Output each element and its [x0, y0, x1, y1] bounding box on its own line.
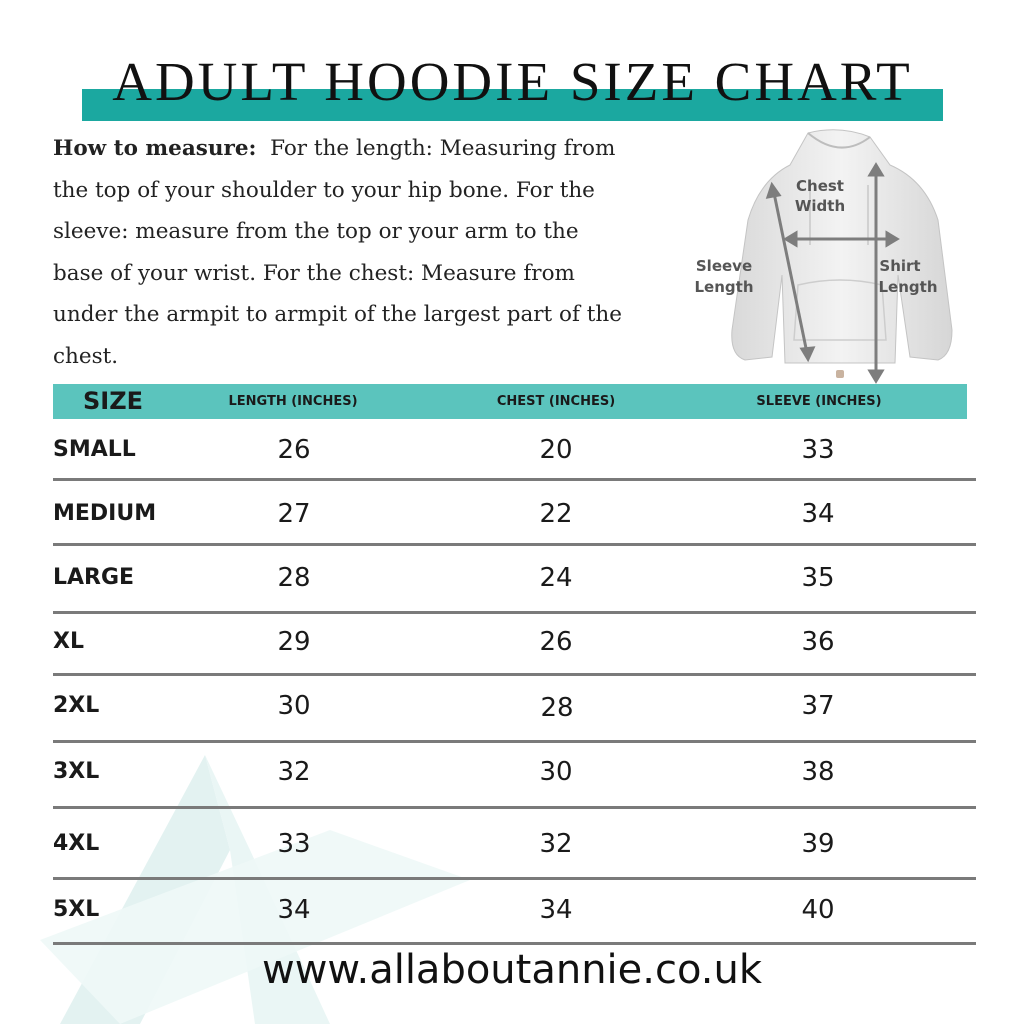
sleeve-cell: 34 — [801, 499, 835, 529]
hoodie-measurement-diagram — [690, 125, 960, 387]
length-cell: 33 — [277, 829, 311, 859]
length-cell: 29 — [277, 627, 311, 657]
shirt-length-label: Shirt — [879, 257, 921, 275]
sleeve-cell: 33 — [801, 435, 835, 465]
size-cell: SMALL — [53, 437, 136, 462]
sleeve-cell: 38 — [801, 757, 835, 787]
how-to-label: How to measure: — [53, 136, 257, 161]
size-cell: 4XL — [53, 831, 100, 856]
header-sleeve: SLEEVE (INCHES) — [756, 394, 882, 409]
length-cell: 26 — [277, 435, 311, 465]
sleeve-cell: 40 — [801, 895, 835, 925]
table-header — [53, 384, 967, 419]
page-title: ADULT HOODIE SIZE CHART — [112, 51, 913, 112]
length-cell: 27 — [277, 499, 311, 529]
hoodie-icon — [732, 130, 952, 378]
table-row — [53, 824, 976, 864]
length-cell: 32 — [277, 757, 311, 787]
table-row — [53, 430, 976, 470]
row-divider — [53, 478, 976, 481]
chest-cell: 28 — [540, 693, 574, 723]
row-divider — [53, 673, 976, 676]
shirt-length-label-2: Length — [878, 278, 938, 296]
sleeve-cell: 35 — [801, 563, 835, 593]
length-cell: 30 — [277, 691, 311, 721]
row-divider — [53, 543, 976, 546]
row-divider — [53, 740, 976, 743]
how-to-text: For the length: Measuring from the top of your shoulder to your hip bone. For the sleeve: measure from the top or your arm to the base of your wrist. For the chest: Measure from under the armpit to armpit of the largest part of the chest. — [53, 136, 622, 369]
length-cell: 28 — [277, 563, 311, 593]
chest-width-label: Chest — [796, 177, 844, 195]
row-divider — [53, 611, 976, 614]
table-row — [53, 558, 976, 598]
how-to-measure — [53, 128, 628, 377]
size-cell: 2XL — [53, 693, 100, 718]
size-cell: LARGE — [53, 565, 135, 590]
row-divider — [53, 806, 976, 809]
size-cell: XL — [53, 629, 84, 654]
table-row — [53, 752, 976, 792]
table-row — [53, 890, 976, 930]
size-cell: 3XL — [53, 759, 100, 784]
sleeve-cell: 37 — [801, 691, 835, 721]
chest-cell: 22 — [539, 499, 573, 529]
chest-cell: 34 — [539, 895, 573, 925]
chest-width-label-2: Width — [794, 197, 846, 215]
sleeve-length-label: Sleeve — [695, 257, 753, 275]
chest-cell: 26 — [539, 627, 573, 657]
chest-cell: 20 — [539, 435, 573, 465]
row-divider — [53, 877, 976, 880]
chest-cell: 32 — [539, 829, 573, 859]
length-cell: 34 — [277, 895, 311, 925]
table-row — [53, 686, 976, 726]
table-row — [53, 494, 976, 534]
header-length: LENGTH (INCHES) — [228, 394, 358, 409]
size-cell: 5XL — [53, 897, 100, 922]
sleeve-cell: 36 — [801, 627, 835, 657]
size-cell: MEDIUM — [53, 501, 157, 526]
header-size: SIZE — [83, 387, 144, 415]
header-chest: CHEST (INCHES) — [496, 394, 616, 409]
chest-cell: 24 — [539, 563, 573, 593]
table-row — [53, 622, 976, 662]
sleeve-cell: 39 — [801, 829, 835, 859]
chest-cell: 30 — [539, 757, 573, 787]
sleeve-length-label-2: Length — [694, 278, 754, 296]
website-url: www.allaboutannie.co.uk — [262, 947, 762, 993]
